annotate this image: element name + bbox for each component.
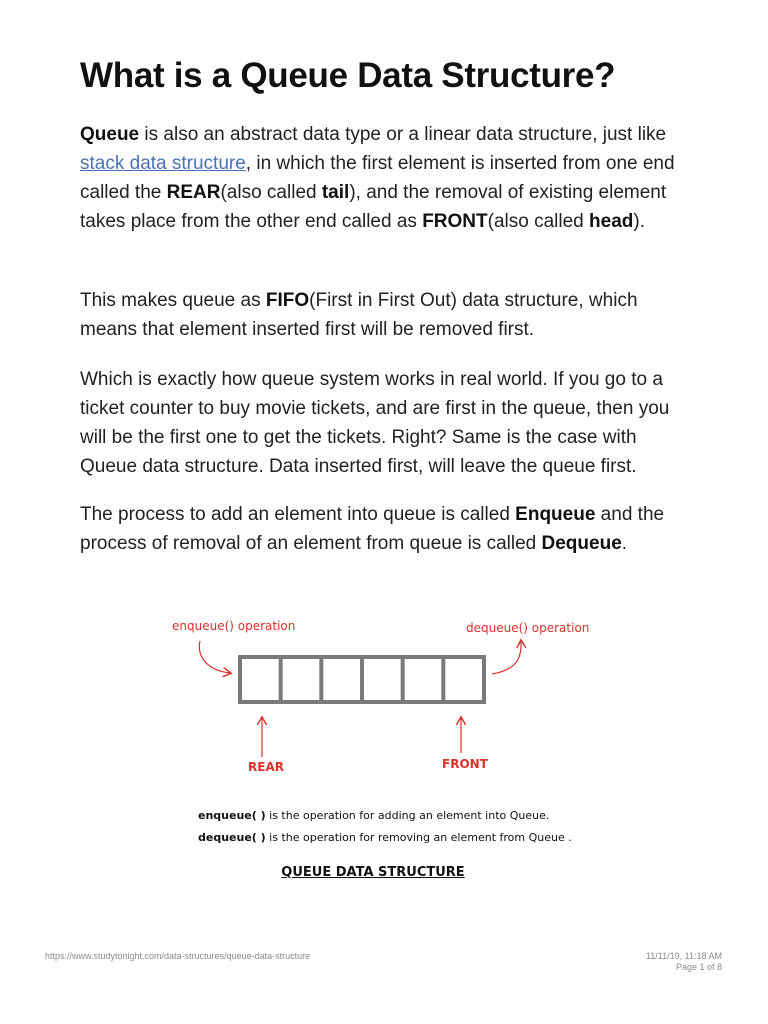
footer-page-number: Page 1 of 8 xyxy=(675,962,722,972)
footer-url: https://www.studytonight.com/data-structures/queue-data-structure xyxy=(45,951,311,961)
front-label: FRONT xyxy=(442,757,488,771)
footer-datetime: 11/11/19, 11:18 AM xyxy=(645,951,722,961)
dequeue-note xyxy=(198,831,572,844)
text-segment: This makes queue as xyxy=(80,290,266,311)
dequeue-note-text: is the operation for removing an element from Queue . xyxy=(265,831,572,844)
dequeue-arrow xyxy=(492,641,521,674)
term-enqueue: Enqueue xyxy=(515,504,596,525)
term-tail: tail xyxy=(321,182,350,203)
enqueue-note xyxy=(198,809,549,822)
footer-meta xyxy=(646,951,722,973)
enqueue-arrow xyxy=(199,641,230,673)
text-segment: . xyxy=(621,533,628,554)
text-segment: and the process of removal of an element from queue is called xyxy=(80,504,665,554)
term-head: head xyxy=(589,211,634,232)
enqueue-note-text: is the operation for adding an element into Queue. xyxy=(265,809,550,822)
text-segment: (also called xyxy=(487,211,590,232)
text-segment: (First in First Out) data structure, which means that element inserted first will be removed first. xyxy=(80,290,638,340)
enqueue-note-term: enqueue( ) xyxy=(198,809,266,822)
dequeue-note-term: dequeue( ) xyxy=(198,831,266,844)
term-fifo: FIFO xyxy=(265,290,310,311)
diagram-caption: QUEUE DATA STRUCTURE xyxy=(281,865,465,880)
paragraph-real-world: Which is exactly how queue system works in real world. If you go to a ticket counter to buy movie tickets, and are first in the queue, then you will be the first one to get the tickets. Right? Same is the case with Queue data structure. Data inserted first, will leave the queue first. xyxy=(80,369,670,477)
text-segment: is also an abstract data type or a linear data structure, just like xyxy=(139,124,667,145)
text-segment: (also called xyxy=(220,182,322,203)
term-front: FRONT xyxy=(422,211,488,232)
rear-label: REAR xyxy=(248,760,284,774)
term-dequeue: Dequeue xyxy=(541,533,622,554)
enqueue-operation-label: enqueue() operation xyxy=(172,619,296,633)
term-rear: REAR xyxy=(166,182,221,203)
stack-data-structure-link[interactable]: stack data structure xyxy=(80,153,246,174)
term-queue: Queue xyxy=(80,124,140,145)
text-segment: The process to add an element into queue is called xyxy=(80,504,516,525)
queue-cells xyxy=(240,657,484,702)
page-title: What is a Queue Data Structure? xyxy=(80,56,616,95)
text-segment: ), and the removal of existing element takes place from the other end called as xyxy=(80,182,667,232)
text-segment: ). xyxy=(633,211,645,232)
text-segment: , in which the first element is inserted from one end called the xyxy=(80,153,675,203)
dequeue-operation-label: dequeue() operation xyxy=(466,621,590,635)
